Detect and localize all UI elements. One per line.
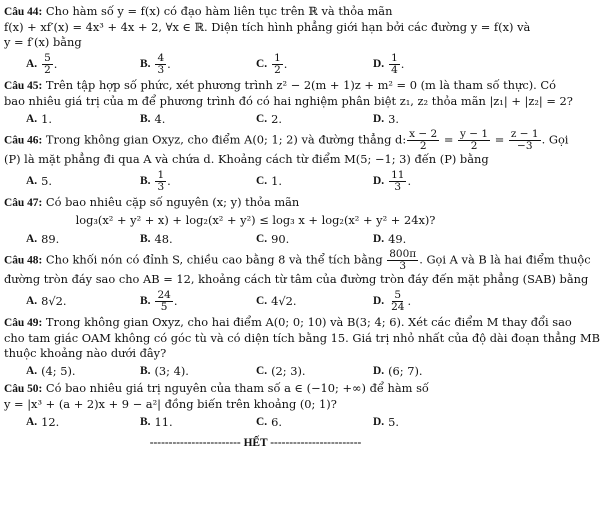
option-key: D. xyxy=(373,175,385,188)
option-text: 11. xyxy=(154,414,173,429)
fraction xyxy=(155,170,166,193)
question-text: Trên tập hợp số phức, xét phương trình z² − 2(m + 1)z + m² = 0 (m là tham số thực). Có xyxy=(45,78,556,93)
formula: log₃(x² + y² + x) + log₂(x² + y²) ≤ log₃ x + log₂(x² + y² + 24x)? xyxy=(75,213,436,228)
numerator: z − 1 xyxy=(510,128,539,141)
option-d[interactable] xyxy=(373,232,487,247)
option-d[interactable] xyxy=(373,170,487,193)
option-b[interactable] xyxy=(140,364,256,379)
option-key: C. xyxy=(256,113,268,126)
option-tail: . xyxy=(167,57,171,72)
option-tail: . xyxy=(53,57,58,72)
option-tail: . xyxy=(407,174,412,189)
denominator: 5 xyxy=(160,300,168,313)
question-label: Câu 47: xyxy=(4,197,43,210)
option-text: 4. xyxy=(154,112,166,127)
question-text: thuộc khoảng nào dưới đây? xyxy=(4,345,167,360)
option-key: A. xyxy=(26,58,38,71)
option-text: 5. xyxy=(388,414,399,429)
option-a[interactable] xyxy=(26,364,140,379)
question-text: y = f′(x) bằng xyxy=(4,35,82,50)
question-text: Cho hàm số y = f(x) có đạo hàm liên tục trên ℝ và thỏa mãn xyxy=(45,4,393,18)
option-text: (2; 3). xyxy=(271,363,306,378)
answer-options xyxy=(26,415,507,430)
fraction xyxy=(389,53,400,76)
option-b[interactable] xyxy=(140,170,256,193)
question-44 xyxy=(4,4,531,50)
denominator: 3 xyxy=(394,181,402,194)
question-text: bao nhiêu giá trị của m để phương trình đó có hai nghiệm phân biệt z₁, z₂ thỏa mãn |z₁| + |z₂| = 2? xyxy=(4,94,573,109)
option-a[interactable] xyxy=(26,170,140,193)
answer-options xyxy=(26,232,507,247)
option-text: (3; 4). xyxy=(154,363,189,378)
option-key: C. xyxy=(256,175,268,188)
numerator: 800π xyxy=(389,247,417,260)
option-c[interactable] xyxy=(256,290,373,313)
denominator: 3 xyxy=(399,259,407,272)
question-label: Câu 49: xyxy=(4,316,43,329)
option-key: A. xyxy=(26,415,38,428)
question-text: đường tròn đáy sao cho AB = 12, khoảng cách từ tâm của đường tròn đáy đến mặt phẳng (SAB) bằng xyxy=(4,271,589,286)
option-d[interactable] xyxy=(373,53,487,76)
question-label: Câu 48: xyxy=(4,254,43,267)
option-key: D. xyxy=(373,294,385,307)
question-text: cho tam giác OAM không có góc tù và có diện tích bằng 15. Giá trị nhỏ nhất của độ dài đoạn thẳng MB xyxy=(4,330,600,345)
numerator: x − 2 xyxy=(409,128,438,141)
question-label: Câu 50: xyxy=(4,382,43,395)
question-text: Trong không gian Oxyz, cho hai điểm A(0; 0; 10) và B(3; 4; 6). Xét các điểm M thay đổi sao xyxy=(45,314,572,329)
option-d[interactable] xyxy=(373,415,487,430)
question-48 xyxy=(4,247,591,287)
fraction xyxy=(458,129,490,152)
numerator: 5 xyxy=(44,52,51,65)
question-45 xyxy=(4,78,573,109)
option-a[interactable] xyxy=(26,415,140,430)
option-a[interactable] xyxy=(26,53,140,76)
answer-options xyxy=(26,364,507,379)
numerator: 1 xyxy=(157,169,165,182)
option-c[interactable] xyxy=(256,232,373,247)
denominator: 3 xyxy=(157,64,165,77)
option-text: (6; 7). xyxy=(388,363,423,378)
question-text: (P) là mặt phẳng đi qua A và chứa d. Khoảng cách từ điểm M(5; −1; 3) đến (P) bằng xyxy=(4,152,489,167)
option-text: 12. xyxy=(41,414,60,429)
option-c[interactable] xyxy=(256,415,373,430)
denominator: 4 xyxy=(391,64,398,77)
question-label: Câu 44: xyxy=(4,6,43,18)
option-tail: . xyxy=(283,57,288,72)
numerator: y − 1 xyxy=(460,128,489,141)
question-text: Có bao nhiêu cặp số nguyên (x; y) thỏa mãn xyxy=(45,195,300,210)
option-text: 2. xyxy=(271,112,282,127)
option-c[interactable] xyxy=(256,364,373,379)
option-text: 4√2. xyxy=(271,293,297,308)
option-tail: . xyxy=(407,293,412,308)
question-text: y = |x³ + (a + 2)x + 9 − a²| đồng biến trên khoảng (0; 1)? xyxy=(4,396,337,411)
question-46: Câu 46: Trong không gian Oxyz, cho điểm A(0; 1; 2) và đường thẳng d: $\frac{x - 2}{2}$ = $\frac{y - 1}{2}$ = $\frac{z - 1}{-3}$ . Gọi (P) là mặt phẳng đi qua A và chứa d. Khoảng cách từ điểm M(5; −1; 3) đến (P) bằng xyxy=(4,128,569,167)
option-text: 8√2. xyxy=(41,293,67,308)
question-49 xyxy=(4,314,600,361)
denominator: 2 xyxy=(470,140,478,153)
numerator: 5 xyxy=(394,288,402,301)
option-key: A. xyxy=(26,232,38,245)
option-key: B. xyxy=(140,415,151,428)
fraction xyxy=(407,129,439,152)
answer-options xyxy=(26,290,507,313)
question-text: Có bao nhiêu giá trị nguyên của tham số a ∈ (−10; +∞) để hàm số xyxy=(45,380,429,395)
option-key: B. xyxy=(140,294,151,307)
option-text: 6. xyxy=(271,414,282,429)
option-key: C. xyxy=(256,415,268,428)
option-a[interactable] xyxy=(26,112,140,127)
option-d[interactable] xyxy=(373,112,487,127)
fraction xyxy=(389,170,406,193)
denominator: 24 xyxy=(391,300,405,313)
option-key: C. xyxy=(256,364,268,377)
numerator: 24 xyxy=(157,288,171,301)
answer-options xyxy=(26,170,507,193)
denominator: −3 xyxy=(517,140,533,153)
numerator: 1 xyxy=(391,52,398,65)
question-47 xyxy=(4,195,507,228)
option-text: 3. xyxy=(388,112,399,127)
numerator: 1 xyxy=(274,52,281,65)
option-key: D. xyxy=(373,58,385,71)
option-c[interactable] xyxy=(256,170,373,193)
option-text: 1. xyxy=(41,112,52,127)
option-key: A. xyxy=(26,175,38,188)
option-key: D. xyxy=(373,415,385,428)
option-key: D. xyxy=(373,364,385,377)
option-key: B. xyxy=(140,364,151,377)
option-d[interactable] xyxy=(373,290,487,313)
option-c[interactable] xyxy=(256,53,373,76)
fraction xyxy=(509,129,541,152)
option-text: (4; 5). xyxy=(41,363,76,378)
option-key: C. xyxy=(256,58,268,71)
fraction xyxy=(387,249,418,272)
fraction xyxy=(155,53,166,76)
question-text: f(x) + xf′(x) = 4x³ + 4x + 2, ∀x ∈ ℝ. Diện tích hình phẳng giới hạn bởi các đường y = f(x) và xyxy=(4,20,531,35)
option-a[interactable] xyxy=(26,232,140,247)
answer-options xyxy=(26,112,507,127)
option-a[interactable] xyxy=(26,290,140,313)
option-b[interactable] xyxy=(140,53,256,76)
option-tail: . xyxy=(173,293,178,308)
denominator: 2 xyxy=(44,64,51,77)
question-text: Cho khối nón có đỉnh S, chiều cao bằng 8 và thể tích bằng xyxy=(45,252,383,267)
option-key: D. xyxy=(373,232,385,245)
option-tail: . xyxy=(400,57,405,72)
option-text: 1. xyxy=(271,174,282,189)
option-c[interactable] xyxy=(256,112,373,127)
question-text: Trong không gian Oxyz, cho điểm A(0; 1; 2) và đường thẳng d: xyxy=(45,132,407,147)
numerator: 4 xyxy=(157,52,165,65)
option-b[interactable] xyxy=(140,415,256,430)
question-50 xyxy=(4,381,507,412)
fraction xyxy=(389,290,406,313)
option-tail: . xyxy=(167,174,171,189)
fraction xyxy=(272,53,283,76)
end-marker: ------------------------ HẾT ------------------------ xyxy=(149,437,362,449)
question-text: . Gọi A và B là hai điểm thuộc xyxy=(419,252,591,267)
option-b[interactable] xyxy=(140,112,256,127)
option-text: 49. xyxy=(388,231,407,246)
option-key: B. xyxy=(140,232,151,245)
option-key: C. xyxy=(256,232,268,245)
option-key: B. xyxy=(140,58,151,71)
answer-options xyxy=(26,53,507,76)
option-text: 5. xyxy=(41,174,52,189)
option-key: B. xyxy=(140,175,151,188)
denominator: 2 xyxy=(419,140,427,153)
option-key: A. xyxy=(26,364,38,377)
option-key: D. xyxy=(373,113,385,126)
question-label: Câu 45: xyxy=(4,80,43,93)
option-text: 89. xyxy=(41,231,60,246)
denominator: 2 xyxy=(274,64,281,77)
fraction xyxy=(42,53,53,76)
denominator: 3 xyxy=(157,181,165,194)
option-text: 48. xyxy=(154,231,173,246)
option-key: A. xyxy=(26,113,38,126)
option-key: C. xyxy=(256,294,268,307)
numerator: 11 xyxy=(391,169,405,182)
option-b[interactable] xyxy=(140,232,256,247)
option-key: A. xyxy=(26,294,38,307)
option-key: B. xyxy=(140,113,151,126)
option-text: 90. xyxy=(271,231,290,246)
question-text: . Gọi xyxy=(541,132,569,147)
fraction xyxy=(155,290,172,313)
question-label: Câu 46: xyxy=(4,134,43,147)
option-b[interactable] xyxy=(140,290,256,313)
option-d[interactable] xyxy=(373,364,487,379)
